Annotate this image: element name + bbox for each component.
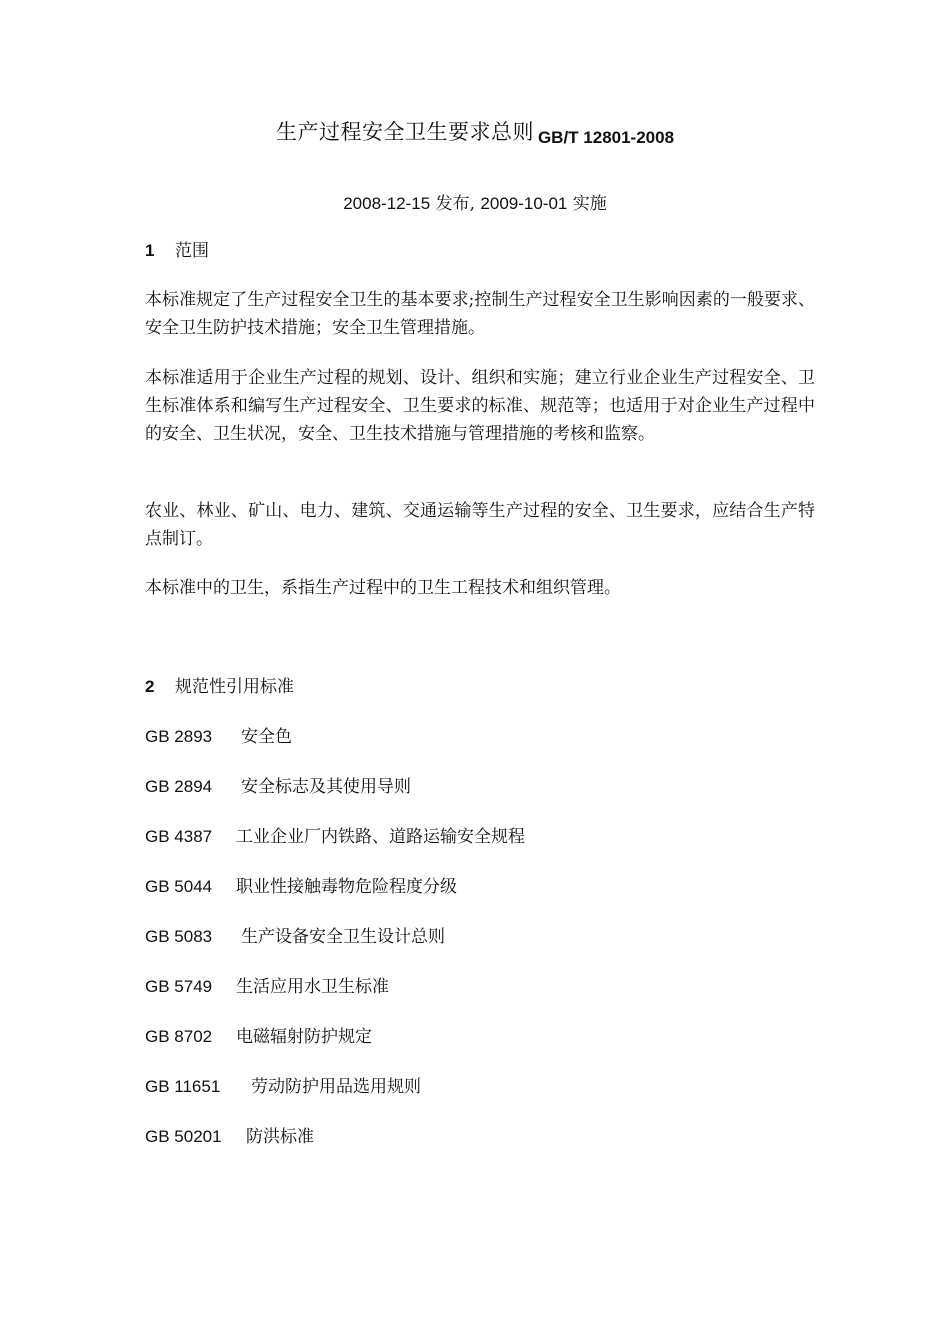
- reference-item: [145, 723, 292, 751]
- reference-code: GB 50201: [145, 1127, 222, 1146]
- section-1-paragraph: 本标准规定了生产过程安全卫生的基本要求;控制生产过程安全卫生影响因素的一般要求、安全卫生防护技术措施；安全卫生管理措施。: [145, 290, 815, 338]
- release-label: 发布,: [435, 194, 475, 214]
- reference-title: 生活应用水卫生标准: [236, 977, 389, 997]
- reference-item: [145, 1073, 421, 1101]
- reference-code: GB 2894: [145, 777, 213, 796]
- section-1-heading: [145, 237, 815, 265]
- reference-code: GB 4387: [145, 827, 213, 846]
- title-text: 生产过程安全卫生要求总则: [275, 120, 534, 144]
- reference-code: GB 11651: [145, 1077, 221, 1096]
- reference-item: [145, 923, 445, 951]
- section-1-paragraph: 本标准适用于企业生产过程的规划、设计、组织和实施；建立行业企业生产过程安全、卫生标准体系和编写生产过程安全、卫生要求的标准、规范等；也适用于对企业生产过程中的安全、卫生状况，安全、卫生技术措施与管理措施的考核和监察。: [145, 368, 815, 444]
- standard-code: GB/T 12801-2008: [537, 128, 675, 147]
- reference-item: [145, 873, 457, 901]
- reference-title: 职业性接触毒物危险程度分级: [236, 877, 457, 897]
- reference-item: [145, 1123, 314, 1151]
- reference-title: 安全标志及其使用导则: [241, 777, 411, 797]
- document-title: [0, 116, 950, 146]
- reference-code: GB 2893: [145, 727, 213, 746]
- reference-title: 劳动防护用品选用规则: [251, 1077, 421, 1097]
- section-title: 规范性引用标准: [175, 677, 294, 697]
- section-number: 1: [145, 241, 155, 260]
- reference-code: GB 5749: [145, 977, 213, 996]
- reference-title: 生产设备安全卫生设计总则: [241, 927, 445, 947]
- reference-code: GB 5044: [145, 877, 213, 896]
- reference-code: GB 8702: [145, 1027, 213, 1046]
- reference-title: 工业企业厂内铁路、道路运输安全规程: [236, 827, 525, 847]
- section-number: 2: [145, 677, 155, 696]
- section-2-heading: [145, 673, 815, 701]
- date-line: [0, 189, 950, 214]
- section-title: 范围: [175, 241, 209, 261]
- reference-item: [145, 1023, 372, 1051]
- impl-date: 2009-10-01: [480, 194, 568, 213]
- release-date: 2008-12-15: [343, 194, 431, 213]
- reference-item: [145, 773, 411, 801]
- reference-title: 安全色: [241, 727, 292, 747]
- reference-item: [145, 823, 525, 851]
- impl-label: 实施: [572, 194, 607, 214]
- reference-title: 防洪标准: [246, 1127, 314, 1147]
- section-1-paragraph: 本标准中的卫生，系指生产过程中的卫生工程技术和组织管理。: [145, 578, 621, 598]
- reference-item: [145, 973, 389, 1001]
- reference-title: 电磁辐射防护规定: [236, 1027, 372, 1047]
- reference-code: GB 5083: [145, 927, 213, 946]
- section-1-paragraph: 农业、林业、矿山、电力、建筑、交通运输等生产过程的安全、卫生要求，应结合生产特点制订。: [145, 501, 815, 549]
